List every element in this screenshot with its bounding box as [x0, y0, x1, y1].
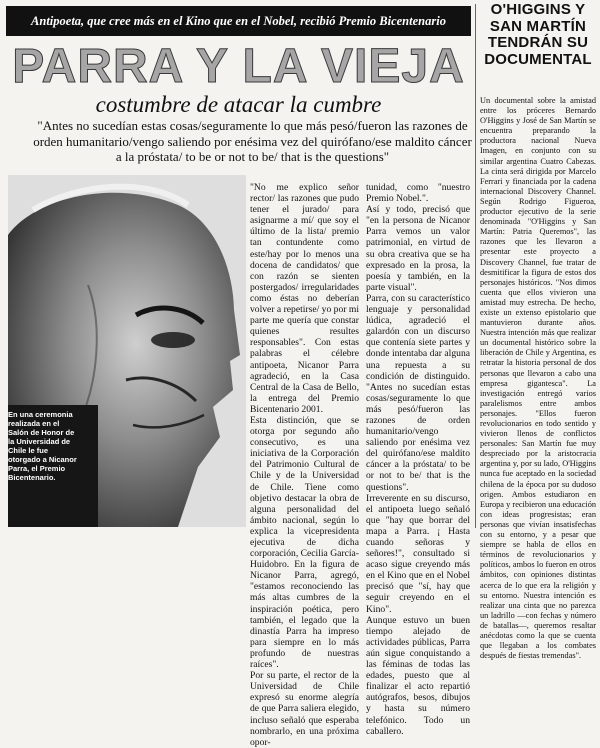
- column-divider: [475, 4, 476, 528]
- column-1-paragraph: Esta distinción, que se otorga por segundo año consecutivo, es una iniciativa de la Corporación del Patrimonio Cultural de Chile y de la Universidad de Chile. Tiene como objetivo destacar la obra de alguna personalidad del ámbito nacional, según lo explica la vicepresidenta ejecutiva de dicha corporación, Cecilia García-Huidobro. En la figura de Nicanor Parra, agregó, "estamos reconociendo las más altas cumbres de la inspiración poética, pero también, el legado que la dinastía Parra ha impreso para siempre en lo más profundo de nuestras raíces".: [250, 414, 359, 671]
- pull-quote: "Antes no sucedían estas cosas/seguramente lo que más pesó/fueron las razones de orden humanitario/vengo saliendo por enésima vez del quirófano/ese maldito cáncer a la próstata/ to be or not to be/ that is the questions": [33, 118, 472, 164]
- photo-caption-text: ceremonia realizada en el Salón de Honor de la Universidad de Chile le fue otorgado a Nicanor Parra, el Premio Bicentenario.: [8, 410, 77, 482]
- column-2-paragraph: Así y todo, precisó que "en la persona de Nicanor Parra vemos un valor patrimonial, en virtud de su obra creativa que se ha expresado en la prosa, la poesía y también, en la parte visual".: [366, 204, 470, 293]
- sidebar-body: Un documental sobre la amistad entre los próceres Bernardo O'Higgins y José de San Martín se encuentra preparando la productora nacional Nueva Imagen, en conjunto con su similar argentina Cuatro Cabezas. La cinta será dirigida por Marcelo Ferrari y financiada por la cadena internacional Discovery Channel. Según Rodrigo Figueroa, productor ejecutivo de la serie denominada "O'Higgins y San Martín: Patria Queremos", las razones que les llevaron a presentar este proyecto a Discovery Channel, fue tratar de desmitificar la figura de estos dos personajes históricos. "Nos dimos cuenta que ellos vivieron una amistad muy estrecha. De hecho, existe un extenso epistolario que mantuvieron durante años. Nuestra intención más que realizar un documental histórico sobre la liberación de Chile y Argentina, es retratar la historia personal de dos personas que llevaron a cabo una empresa gigantesca". La investigación entregó varios paralelismos entre ambos personajes. "Ellos fueron revolucionarios en todo sentido y vivieron llenos de conflictos personales: San Martín fue muy despreciado por la aristocracia argentina y, por su lado, O'Higgins nunca fue aceptado en la sociedad chilena de la época por su dudoso origen. Ambos estudiaron en Europa y recibieron una educación con ideas progresistas; eran personas que vivían insatisfechas con su entorno, y a pesar que siempre se habla de ellos en términos de revolucionarios y políticos, ambos lo fueron en otros ámbitos, con opiniones distintas acerca de lo que era la religión y su entorno. Nuestra intención es realizar una cinta que no parezca un ladrillo —con fechas y número de batallas—, queremos resaltar anécdotas como la que se cuenta que llegaban a los combates después de fiestas tremendas".: [480, 96, 596, 661]
- column-2: [366, 182, 470, 737]
- photo-caption-lead: En una: [8, 410, 34, 419]
- headline: PARRA Y LA VIEJA: [12, 40, 465, 93]
- column-2-paragraph: tunidad, como "nuestro Premio Nobel.".: [366, 182, 470, 205]
- column-2-paragraph: Aunque estuvo un buen tiempo alejado de actividades públicas, Parra aún sigue conquistando a las féminas de todas las edades, puesto que al finalizar el acto repartió autógrafos, besos, dibujos y hasta su número telefónico. Todo un caballero.: [366, 614, 470, 737]
- column-1-paragraph: "No me explico señor rector/ las razones que pudo tener el jurado/ para asignarme a mí/ que soy el último de la lista/ premio tan contundente como este/hay por lo menos una docena de candidatos/ que con razón se sienten postergados/ irregularidades como éstas no deberían volver a repetirse/ yo por mi parte me quería que constar quienes resultes responsables". Con estas palabras el célebre antipoeta, Nicanor Parra agradeció, en la Casa Central de la Casa de Bello, la entrega del Premio Bicentenario 2001.: [250, 182, 359, 415]
- column-1-paragraph: Por su parte, el rector de la Universidad de Chile expresó su enorme alegría de que Parra saliera elegido, incluso señaló que esperaba nombrarlo, en una próxima opor-: [250, 670, 359, 748]
- column-2-paragraph: Irreverente en su discurso, el antipoeta luego señaló que "hay que borrar del mapa a Parra. ¡ Hasta cuando señoras y señores!", consultado si acaso sigue creyendo más en el Kino que en el Nobel precisó que "sí, hay que seguir creyendo en el Kino".: [366, 492, 470, 615]
- photo-caption: [8, 410, 78, 482]
- subhead: costumbre de atacar la cumbre: [95, 92, 382, 117]
- column-2-paragraph: Parra, con su característico lenguaje y personalidad lúdica, agradeció el galardón con un discurso que contenía siete partes y donde intentaba dar alguna una repuesta a su condición de distinguido. "Antes no sucedían estas cosas/seguramente lo que más pesó/fueron las razones de orden humanitario/vengo saliendo por enésima vez del quirófano/ese maldito cáncer a la próstata/ to be or not to be/ that is the questions".: [366, 292, 470, 493]
- kicker: Antipoeta, que cree más en el Kino que en el Nobel, recibió Premio Bicentenario: [6, 6, 471, 36]
- sidebar-headline: O'HIGGINS Y SAN MARTÍN TENDRÁN SU DOCUMENTAL: [484, 1, 592, 68]
- column-1: [250, 182, 359, 748]
